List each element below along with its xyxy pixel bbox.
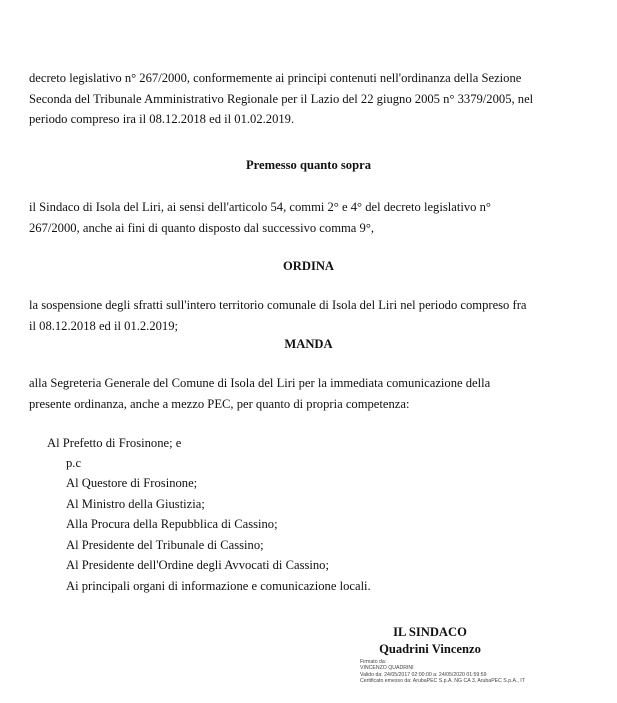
certificate-line: Firmato da: — [360, 659, 387, 665]
intro-line-1: decreto legislativo n° 267/2000, conformemente ai principi contenuti nell'ordinanza della Sezione — [29, 71, 522, 85]
recipient-item: Ai principali organi di informazione e comunicazione locali. — [66, 578, 371, 593]
intro-line-3: periodo compreso ira il 08.12.2018 ed il 01.02.2019. — [29, 112, 295, 126]
recipient-first: Al Prefetto di Frosinone; e — [47, 436, 182, 450]
signature-block — [360, 624, 500, 658]
signature-name: Quadrini Vincenzo — [379, 642, 481, 656]
manda-paragraph — [29, 373, 572, 414]
certificate-line: Certificato emesso da: ArubaPEC S.p.A. NG CA 3, ArubaPEC S.p.A., IT — [360, 677, 525, 684]
digital-signature-certificate — [360, 659, 590, 684]
intro-line-2: Seconda del Tribunale Amministrativo Regionale per il Lazio del 22 giugno 2005 n° 3379/2005, nel — [29, 91, 534, 106]
recipient-item: Alla Procura della Repubblica di Cassino; — [66, 517, 278, 531]
ordina-line-2: il 08.12.2018 ed il 01.2.2019; — [29, 318, 179, 333]
sindaco-line-2: 267/2000, anche ai fini di quanto disposto dal successivo comma 9°, — [29, 220, 375, 235]
ordina-heading: ORDINA — [282, 259, 335, 273]
recipient-item: Al Presidente dell'Ordine degli Avvocati di Cassino; — [66, 558, 329, 572]
recipient-item: Al Questore di Frosinone; — [66, 476, 198, 490]
sindaco-paragraph — [29, 197, 572, 238]
signature-title: IL SINDACO — [393, 625, 467, 639]
sindaco-line-1: il Sindaco di Isola del Liri, ai sensi dell'articolo 54, commi 2° e 4° del decreto legislativo n° — [29, 200, 491, 214]
recipient-list — [66, 473, 371, 596]
recipient-item: Al Presidente del Tribunale di Cassino; — [66, 537, 264, 552]
manda-heading: MANDA — [284, 337, 333, 351]
ordina-line-1: la sospensione degli sfratti sull'intero territorio comunale di Isola del Liri nel periodo compreso fra — [29, 298, 527, 312]
certificate-line: VINCENZO QUADRINI — [360, 665, 414, 672]
intro-paragraph — [29, 68, 572, 130]
manda-line-2: presente ordinanza, anche a mezzo PEC, per quanto di propria competenza: — [29, 396, 410, 411]
certificate-line: Valido da: 24/05/2017 02:00:00 a: 24/05/2020 01:59:59 — [360, 671, 487, 678]
ordina-paragraph — [29, 295, 572, 336]
recipient-pc: p.c — [66, 456, 82, 470]
recipient-item: Al Ministro della Giustizia; — [66, 496, 205, 511]
manda-line-1: alla Segreteria Generale del Comune di Isola del Liri per la immediata comunicazione della — [29, 376, 491, 390]
premesso-heading: Premesso quanto sopra — [245, 158, 371, 172]
